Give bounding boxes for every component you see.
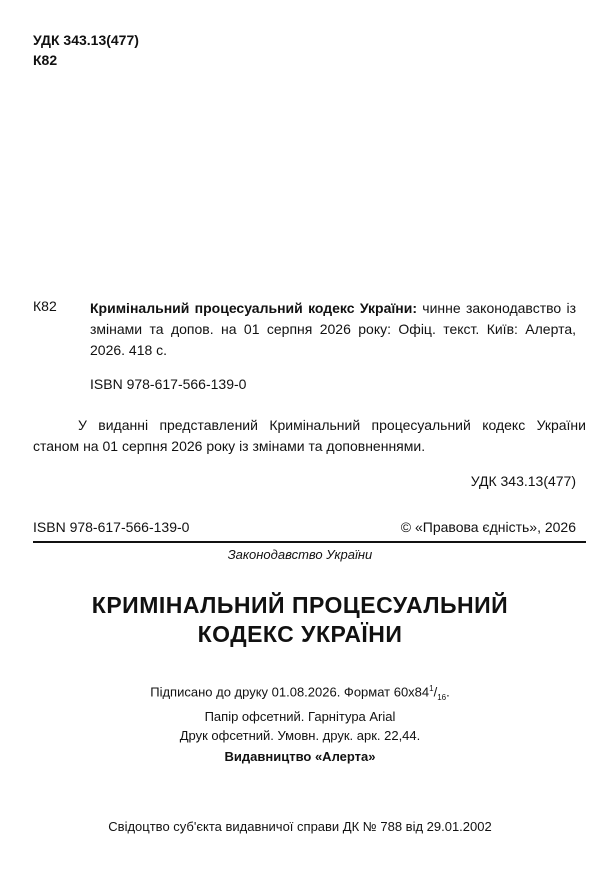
imprint <box>0 679 600 745</box>
imprint-line-3: Друк офсетний. Умовн. друк. арк. 22,44. <box>179 727 421 743</box>
catalog-code: К82 <box>33 298 57 314</box>
annotation: У виданні представлений Кримінальний процесуальний кодекс України станом на 01 серпня 2026 року із змінами та доповненнями. <box>33 417 586 454</box>
udk-header <box>33 30 139 70</box>
divider-line <box>33 541 586 543</box>
udk-right: УДК 343.13(477) <box>470 473 576 489</box>
book-title-line-1: КРИМІНАЛЬНИЙ ПРОЦЕСУАЛЬНИЙ <box>91 592 509 618</box>
imprint-line-1: Підписано до друку 01.08.2026. Формат $60х84^1/_{16}$. <box>150 684 450 702</box>
format-numerator: 1 <box>429 684 434 693</box>
catalog-isbn: ISBN 978-617-566-139-0 <box>90 376 247 392</box>
catalog-details: чинне законодавство із змінами та допов. на 01 серпня 2026 року: Офіц. текст. Київ: Алерта, 2026. 418 с. <box>90 300 576 358</box>
series-name: Законодавство України <box>227 547 373 562</box>
imprint-line-2: Папір офсетний. Гарнітура Arial <box>204 708 396 724</box>
imprint-format: Підписано до друку 01.08.2026. Формат 60х84 <box>150 684 430 700</box>
footer-isbn: ISBN 978-617-566-139-0 <box>33 519 190 535</box>
catalog-title: Кримінальний процесуальний кодекс України: <box>90 300 418 316</box>
catalog-description <box>90 298 576 361</box>
format-denominator: 16 <box>437 692 447 702</box>
publisher-certificate: Свідоцтво суб'єкта видавничої справи ДК № 788 від 29.01.2002 <box>108 819 492 834</box>
publisher: Видавництво «Алерта» <box>224 749 376 764</box>
author-sign: К82 <box>33 52 58 68</box>
copyright: © «Правова єдність», 2026 <box>400 519 576 535</box>
book-title <box>0 591 600 649</box>
udk-code: УДК 343.13(477) <box>33 32 139 48</box>
book-title-line-2: КОДЕКС УКРАЇНИ <box>197 621 403 647</box>
